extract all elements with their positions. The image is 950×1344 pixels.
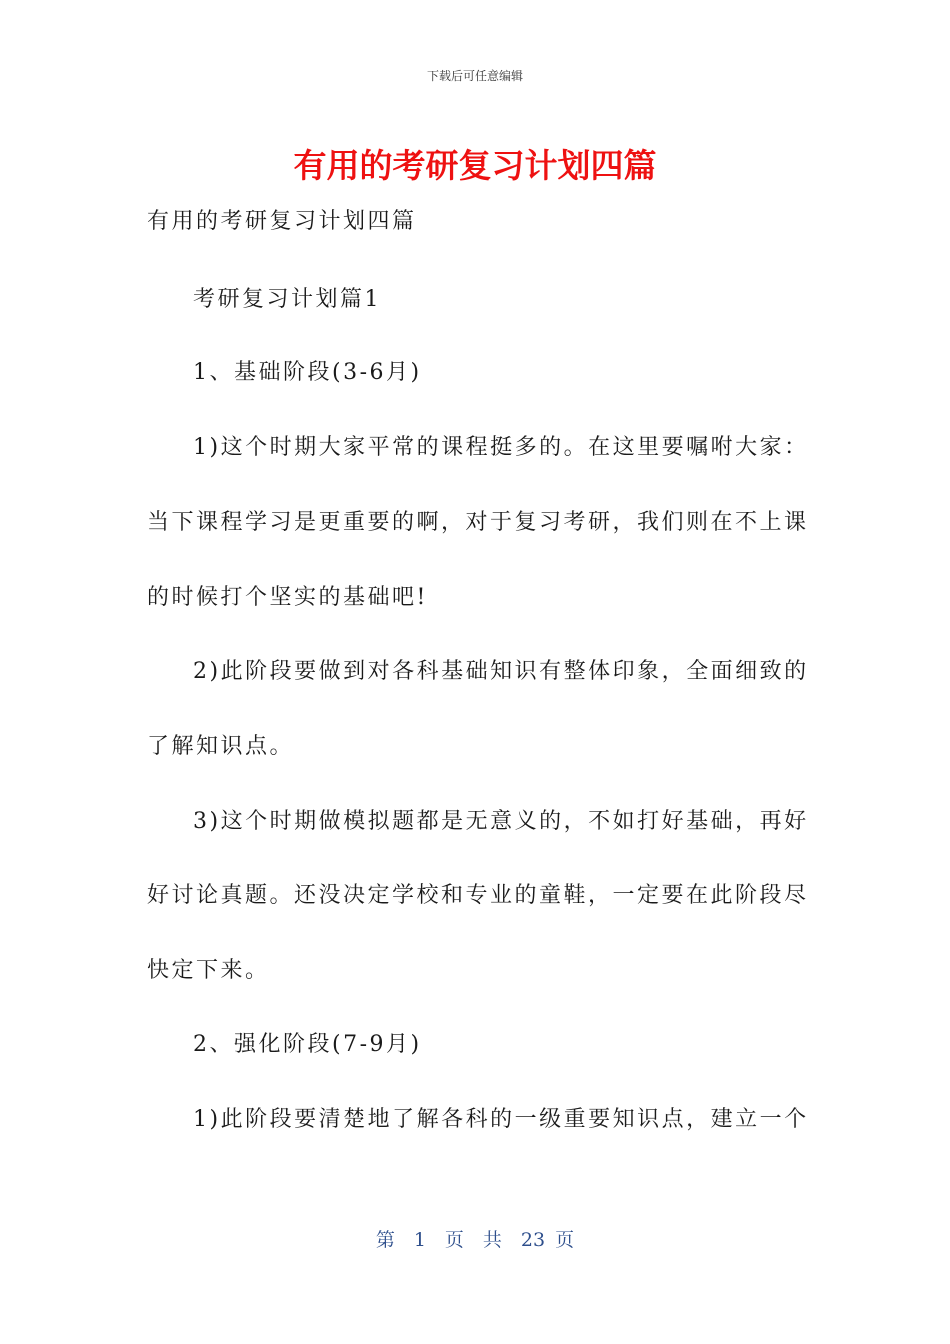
document-title: 有用的考研复习计划四篇 — [293, 146, 657, 185]
page-number-footer: 第 1 页 共 23 页 — [375, 1229, 575, 1251]
stage-heading: 1、基础阶段(3-6月) — [193, 360, 422, 385]
section-heading: 考研复习计划篇1 — [193, 287, 381, 312]
paragraph-line: 好讨论真题。还没决定学校和专业的童鞋，一定要在此阶段尽 — [147, 883, 809, 908]
paragraph-line: 1)这个时期大家平常的课程挺多的。在这里要嘱咐大家： — [193, 435, 809, 460]
stage-heading: 2、强化阶段(7-9月) — [193, 1032, 422, 1057]
paragraph-line: 了解知识点。 — [147, 734, 295, 759]
paragraph-line: 2)此阶段要做到对各科基础知识有整体印象，全面细致的 — [193, 659, 809, 684]
paragraph-line: 的时候打个坚实的基础吧! — [147, 585, 428, 610]
paragraph-line: 3)这个时期做模拟题都是无意义的，不如打好基础，再好 — [193, 809, 809, 834]
body-line-subtitle: 有用的考研复习计划四篇 — [147, 209, 417, 234]
paragraph-line: 快定下来。 — [147, 958, 270, 983]
paragraph-line: 当下课程学习是更重要的啊，对于复习考研，我们则在不上课 — [147, 510, 809, 535]
header-note: 下载后可任意编辑 — [426, 69, 523, 83]
paragraph-line: 1)此阶段要清楚地了解各科的一级重要知识点，建立一个 — [193, 1107, 809, 1132]
